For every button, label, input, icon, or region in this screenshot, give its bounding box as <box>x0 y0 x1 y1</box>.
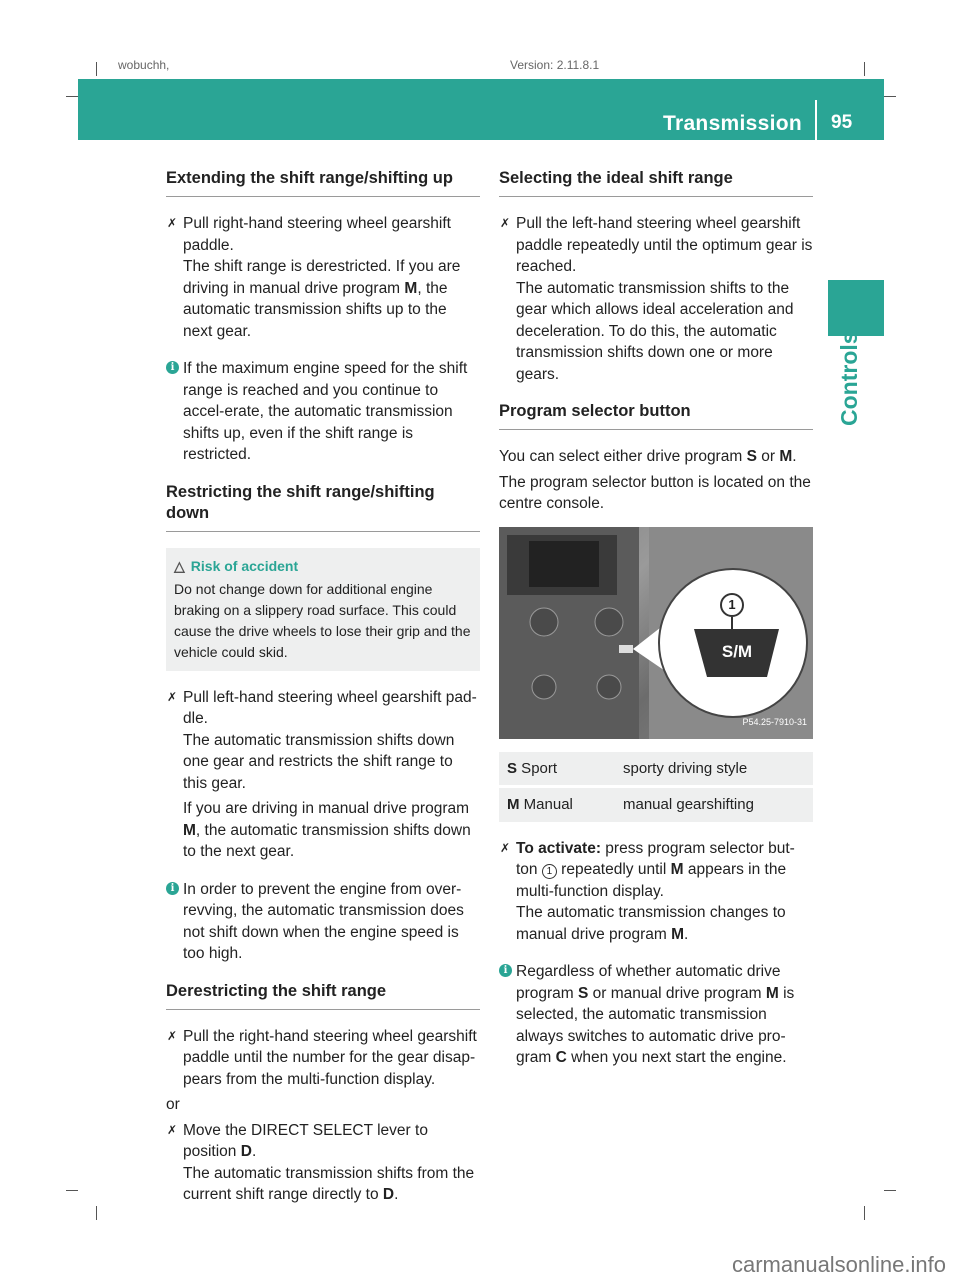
section-heading-extend: Extending the shift range/shifting up <box>166 168 480 197</box>
section-heading-ideal: Selecting the ideal shift range <box>499 168 813 197</box>
instruction-step <box>499 213 813 385</box>
crop-mark <box>864 1206 865 1220</box>
file-meta-left: wobuchh, <box>118 58 170 72</box>
watermark: carmanualsonline.info <box>731 1252 946 1277</box>
step-text: Pull the left-hand steering wheel gearshift paddle repeatedly until the optimum gear is reached. <box>516 215 813 275</box>
header-separator <box>815 100 817 140</box>
step-result: The automatic transmission changes to manual drive program M. <box>516 904 786 943</box>
centre-console-illustration <box>499 527 813 739</box>
step-text: To activate: press program selector but-ton 1 repeatedly until M appears in the multi-function display. <box>516 839 795 900</box>
step-text: Pull left-hand steering wheel gearshift pad-dle. <box>183 688 477 727</box>
or-text: or <box>166 1096 180 1113</box>
figure-callout-line <box>731 617 733 631</box>
info-note: i Regardless of whether automatic drive program S or manual drive program M is selected, the automatic transmission always switches to automatic drive pro-gram C when you next start the engine. <box>499 961 813 1069</box>
step-text: Pull right-hand steering wheel gearshift paddle. <box>183 215 451 254</box>
callout-number: 1 <box>542 864 557 879</box>
drive-program-table <box>499 749 813 822</box>
step-result: The automatic transmission shifts from the current shift range directly to D. <box>183 1164 475 1203</box>
crop-mark <box>884 1190 896 1191</box>
paragraph: You can select either drive program S or M. <box>499 448 797 465</box>
step-arrow-icon: ✗ <box>500 216 511 230</box>
crop-mark <box>96 62 97 76</box>
warning-text: Do not change down for additional engine braking on a slippery road surface. This could cause the drive wheels to lose their grip and the vehicle could skid. <box>174 580 471 660</box>
info-icon: i <box>166 361 179 374</box>
step-arrow-icon: ✗ <box>167 216 178 230</box>
step-arrow-icon: ✗ <box>167 689 178 704</box>
page-number: 95 <box>831 112 853 133</box>
info-icon: i <box>499 964 512 977</box>
figure-code: P54.25-7910-31 <box>742 717 807 727</box>
warning-triangle-icon: △ <box>174 557 185 574</box>
table-row: M Manual manual gearshifting <box>499 787 813 822</box>
side-tab-label: Controls <box>836 331 862 426</box>
crop-mark <box>864 62 865 76</box>
info-note: i If the maximum engine speed for the shift range is reached and you continue to accel-erate, the automatic transmission shifts up, even if the shift range is restricted. <box>166 358 480 466</box>
paragraph: The program selector button is located on the centre console. <box>499 473 811 512</box>
crop-mark <box>66 1190 78 1191</box>
crop-mark <box>66 96 78 97</box>
crop-mark <box>96 1206 97 1220</box>
side-tab-marker <box>828 280 884 336</box>
warning-box <box>166 548 480 671</box>
warning-title: △ Risk of accident <box>174 557 299 574</box>
step-result: The automatic transmission shifts down one gear and restricts the shift range to this gear. <box>183 731 455 792</box>
instruction-step <box>166 213 480 342</box>
instruction-step <box>166 1026 480 1091</box>
page-title: Transmission <box>663 112 802 135</box>
crop-mark <box>884 96 896 97</box>
table-row: S Sport sporty driving style <box>499 750 813 787</box>
section-heading-derestrict: Derestricting the shift range <box>166 981 480 1010</box>
info-note: i In order to prevent the engine from over-revving, the automatic transmission does not shift down when the engine speed is too high. <box>166 879 480 965</box>
step-result: The shift range is derestricted. If you are driving in manual drive program M, the automatic transmission shifts up to the next gear. <box>183 258 461 340</box>
section-heading-restrict: Restricting the shift range/shifting down <box>166 482 480 532</box>
instruction-step <box>166 687 480 863</box>
left-column <box>166 168 480 1206</box>
step-arrow-icon: ✗ <box>167 1122 178 1137</box>
step-text: Pull the right-hand steering wheel gearshift paddle until the number for the gear disap-pears from the multi-function display. <box>183 1027 477 1088</box>
centre-console-photo <box>499 527 813 739</box>
step-result: If you are driving in manual drive program M, the automatic transmission shifts down to the next gear. <box>183 800 471 860</box>
step-arrow-icon: ✗ <box>167 1028 178 1043</box>
step-result: The automatic transmission shifts to the gear which allows ideal acceleration and deceleration. To do this, the automatic transmission shifts down one or more gears. <box>516 279 794 383</box>
figure-callout: 1 <box>720 593 744 617</box>
file-meta-right: Version: 2.11.8.1 <box>510 58 600 72</box>
section-heading-program: Program selector button <box>499 401 813 430</box>
instruction-step <box>499 838 813 946</box>
step-arrow-icon: ✗ <box>500 840 511 855</box>
info-icon: i <box>166 882 179 895</box>
instruction-step <box>166 1120 480 1206</box>
figure-button-label: S/M <box>721 641 753 661</box>
step-text: Move the DIRECT SELECT lever to position D. <box>183 1121 428 1160</box>
right-column <box>499 168 813 1069</box>
